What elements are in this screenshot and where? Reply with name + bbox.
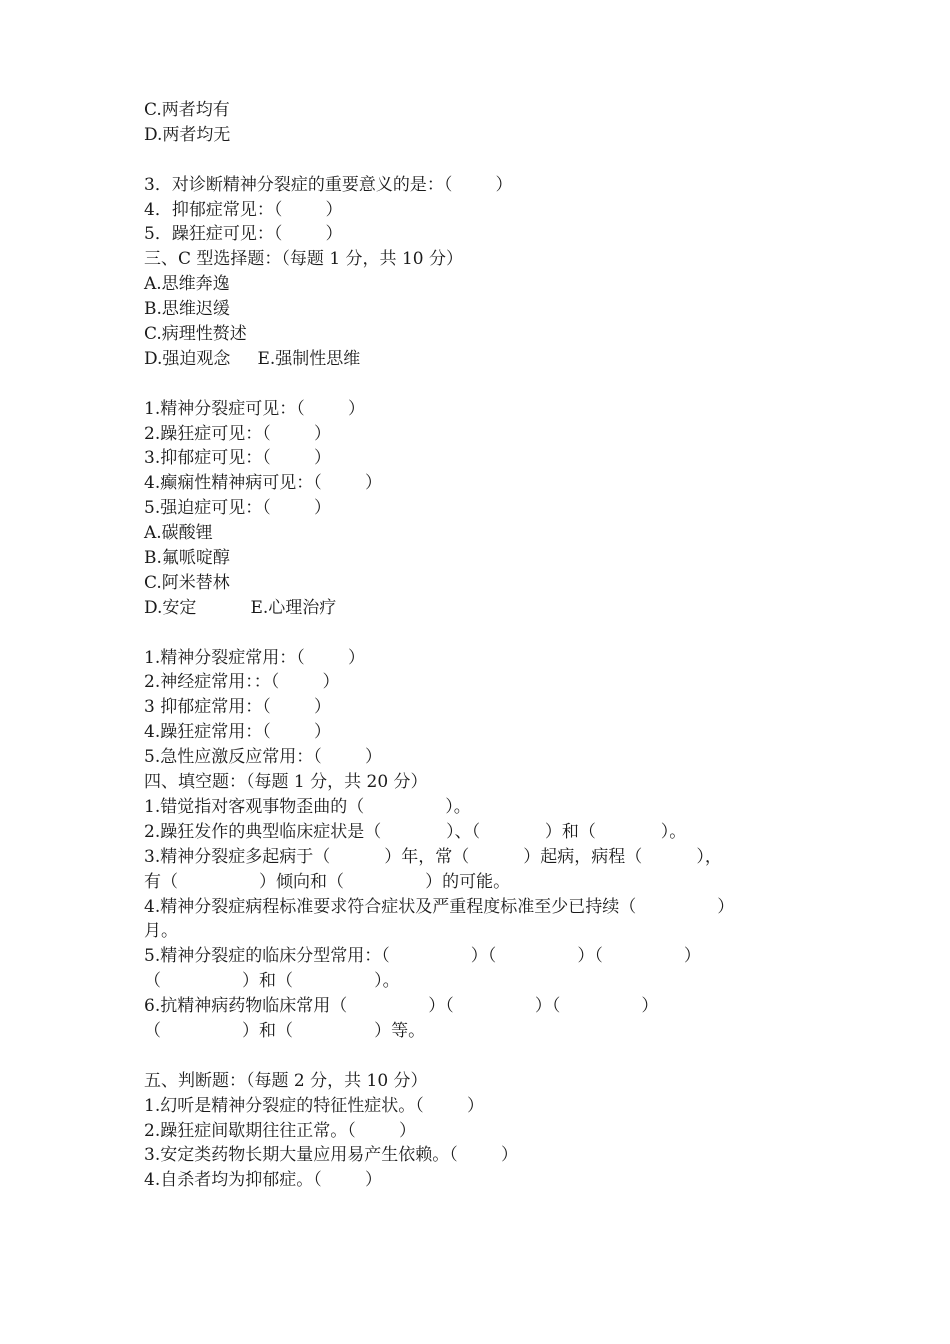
blank-line xyxy=(144,1044,824,1069)
text-line: 1.精神分裂症常用：（ ） xyxy=(144,647,365,668)
text-line: 1.幻听是精神分裂症的特征性症状。（ ） xyxy=(144,1095,484,1116)
text-line: C.病理性赘述 xyxy=(144,324,247,345)
text-line: 5.精神分裂症的临床分型常用：（ ）（ ）（ ） xyxy=(144,946,701,967)
text-line: 3.精神分裂症多起病于（ ）年，常（ ）起病，病程（ ）， xyxy=(144,846,722,867)
text-line: 5．躁狂症可见：（ ） xyxy=(144,224,343,245)
blank-line xyxy=(144,148,824,173)
text-line: （ ）和（ ）等。 xyxy=(144,1020,426,1041)
text-line: 2.躁狂症间歇期往往正常。（ ） xyxy=(144,1120,416,1141)
text-line: 3 抑郁症常用：（ ） xyxy=(144,697,331,718)
text-line: 3.安定类药物长期大量应用易产生依赖。（ ） xyxy=(144,1145,518,1166)
text-line: A.碳酸锂 xyxy=(144,523,213,544)
text-line: 4.自杀者均为抑郁症。（ ） xyxy=(144,1170,382,1191)
text-line: 6.抗精神病药物临床常用（ ）（ ）（ ） xyxy=(144,996,659,1017)
text-line: 1.错觉指对客观事物歪曲的（ ）。 xyxy=(144,796,471,817)
text-line: 4.躁狂症常用：（ ） xyxy=(144,722,331,743)
text-line: 5.强迫症可见：（ ） xyxy=(144,498,331,519)
text-line: A.思维奔逸 xyxy=(144,274,230,295)
blank-line xyxy=(144,621,824,646)
text-line: 4.精神分裂症病程标准要求符合症状及严重程度标准至少已持续（ ） xyxy=(144,896,735,917)
text-line: 2.神经症常用：：（ ） xyxy=(144,672,340,693)
blank-line xyxy=(144,372,824,397)
text-line: 4.癫痫性精神病可见：（ ） xyxy=(144,473,382,494)
text-line: 3．对诊断精神分裂症的重要意义的是：（ ） xyxy=(144,174,513,195)
text-line: D.两者均无 xyxy=(144,124,231,145)
text-line: 4．抑郁症常见：（ ） xyxy=(144,199,343,220)
text-line: （ ）和（ ）。 xyxy=(144,971,400,992)
text-line: C.两者均有 xyxy=(144,100,230,120)
text-line: 3.抑郁症可见：（ ） xyxy=(144,448,331,469)
text-line: B.氟哌啶醇 xyxy=(144,548,230,569)
text-line: 1.精神分裂症可见：（ ） xyxy=(144,398,365,419)
text-line: 2.躁狂发作的典型临床症状是（ ）、（ ）和（ ）。 xyxy=(144,821,687,842)
text-line: 月。 xyxy=(144,921,178,942)
text-line: 5.急性应激反应常用：（ ） xyxy=(144,747,382,768)
text-line: 四、填空题：（每题 1 分，共 20 分） xyxy=(144,772,428,793)
text-line: B.思维迟缓 xyxy=(144,299,230,320)
text-line: 有（ ）倾向和（ ）的可能。 xyxy=(144,871,511,892)
text-line: D.强迫观念 E.强制性思维 xyxy=(144,348,361,369)
text-line: 五、判断题：（每题 2 分，共 10 分） xyxy=(144,1070,428,1091)
text-line: C.阿米替林 xyxy=(144,572,230,593)
text-line: 2.躁狂症可见：（ ） xyxy=(144,423,331,444)
document-page xyxy=(144,98,824,1193)
text-line: 三、C 型选择题：（每题 1 分，共 10 分） xyxy=(144,249,463,270)
text-line: D.安定 E.心理治疗 xyxy=(144,597,337,618)
